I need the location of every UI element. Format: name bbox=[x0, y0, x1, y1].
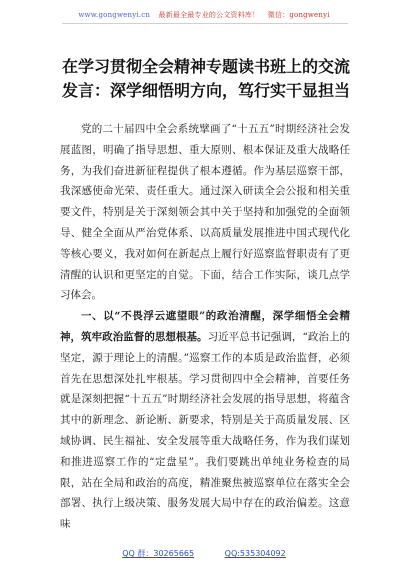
intro-paragraph: 党的二十届四中全会系统擘画了“十五五”时期经济社会发展蓝图，明确了指导思想、重大原则、根本保证及重大战略任务，为我们奋进新征程提供了根本遵循。作为基层巡察干部，我深感使命光荣、责任重大。通过深入研读全会公报和相关重要文件，特别是关于深刻领会其中关于坚持和加强党的全面领导、健全全面从严治党体系、以高质量发展推进中国式现代化等核心要义，我对如何在新起点上履行好巡察监督职责有了更清醒的认识和更坚定的自觉。下面，结合工作实际，谈几点学习体会。 bbox=[60, 123, 350, 302]
section-one-text: 习近平总书记强调，“政治上的坚定，源于理论上的清醒。”巡察工作的本质是政治监督，必须首先在思想深处扎牢根基。学习贯彻四中全会精神，首要任务就是深刻把握“十五五”时期经济社会发展的指导思想，将蕴含其中的新理念、新论断、新要求，特别是关于高质量发展、区域协调、民生福祉、安全发展等重大战略任务，作为我们谋划和推进巡察工作的“定盘星”。我们要跳出单纯业务检查的局限，站在全局和政治的高度，精准聚焦被巡察单位在落实全会部署、执行上级决策、服务发展大局中存在的政治偏差。这意味 bbox=[60, 330, 351, 531]
site-header bbox=[0, 10, 408, 20]
page-footer bbox=[0, 548, 408, 559]
section-one-heading: 一、以“不畏浮云遮望眼”的政治清醒，深学细悟全会精神，筑牢政治监督的思想根基。 bbox=[60, 310, 350, 343]
qq-group-link[interactable]: QQ 群：30265665 bbox=[122, 549, 195, 558]
document-title bbox=[46, 55, 366, 103]
section-one-paragraph bbox=[60, 306, 350, 535]
title-line-2: 发言：深学细悟明方向，笃行实干显担当 bbox=[61, 81, 350, 100]
site-slogan: 最新最全最专业的公文资料库！ bbox=[158, 11, 260, 19]
title-line-1: 在学习贯彻全会精神专题读书班上的交流 bbox=[61, 57, 350, 76]
site-url[interactable]: www.gongwenyi.cn bbox=[78, 11, 151, 19]
header-divider bbox=[62, 23, 348, 24]
document-body bbox=[60, 119, 350, 535]
wechat-id: 微信：gongwenyi bbox=[267, 11, 330, 19]
qq-contact-link[interactable]: QQ:535304092 bbox=[224, 549, 286, 558]
